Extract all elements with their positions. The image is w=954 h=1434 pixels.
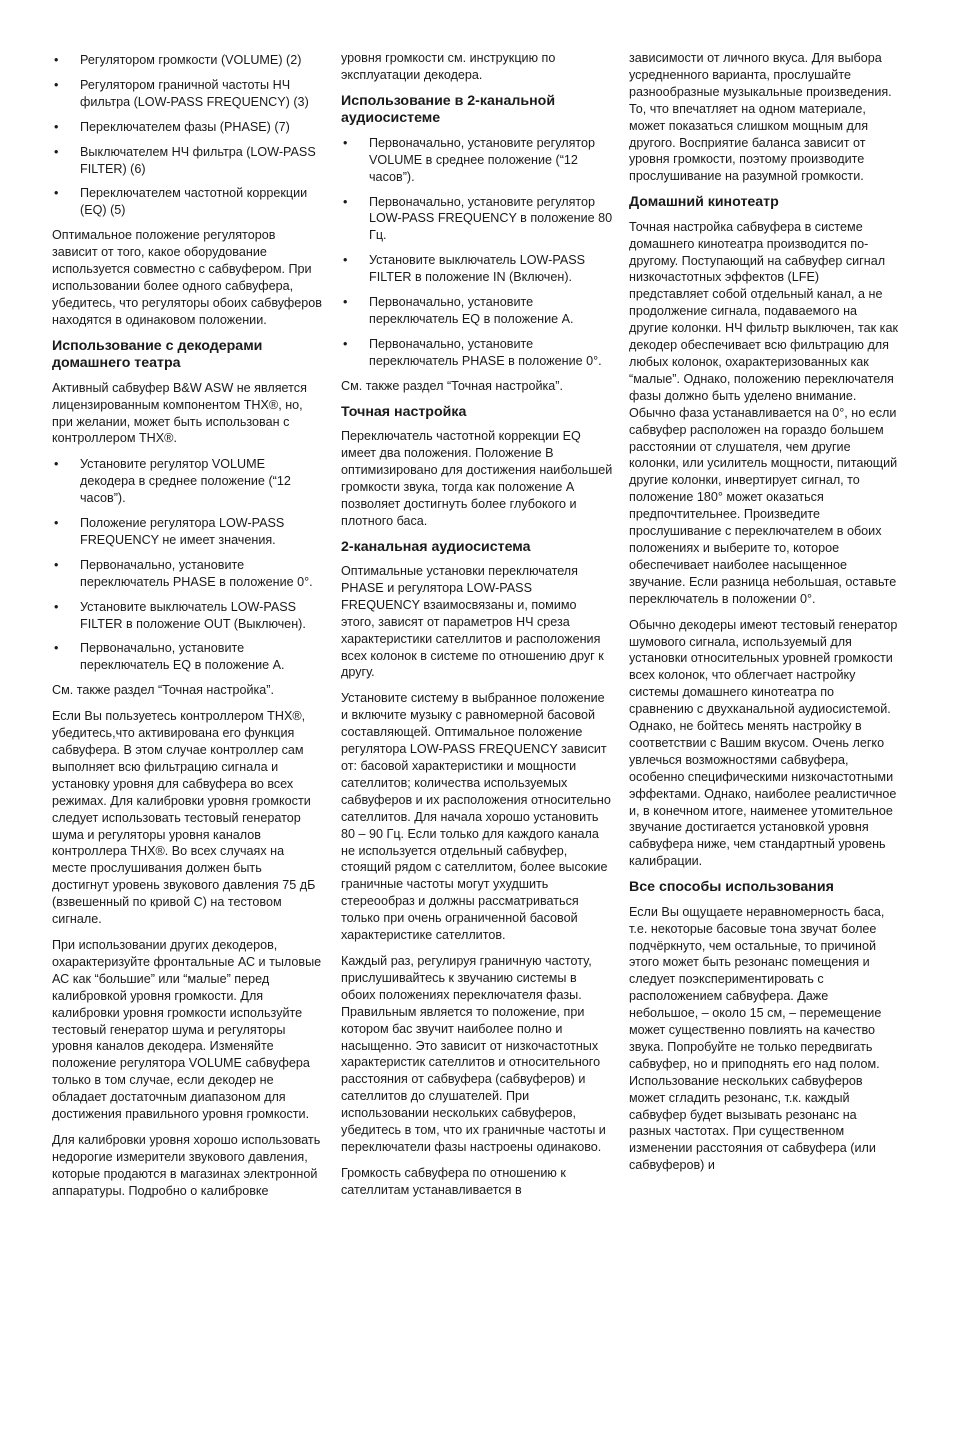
paragraph: См. также раздел “Точная настройка”. bbox=[52, 683, 274, 698]
paragraph: уровня громкости см. инструкцию по эксплуатации декодера. bbox=[341, 51, 556, 82]
list-item: • Положение регулятора LOW-PASS FREQUENCY не имеет значения. bbox=[52, 515, 322, 549]
section-heading-home-theater-decoders: Использование с декодерами домашнего театра bbox=[52, 337, 263, 372]
paragraph: Установите систему в выбранное положение и включите музыку с равномерной басовой составляющей. Оптимальное положение регулятора LOW-PASS FREQUENCY зависит от: басовой характеристики и мощности сателлитов; количества используемых сабвуферов и их расположения относительно сателлитов. Для начала хорошо установить 80 – 90 Гц. Если только для каждого канала не используется отдельный сабвуфер, стоящий рядом с сателлитом, более высокие граничные частоты могут ухудшить стереообраз и должны рассматриваться только при очень ограниченной басовой характеристике сателлитов. bbox=[341, 691, 611, 943]
list-item: • Первоначально, установите переключатель EQ в положение A. bbox=[341, 294, 613, 328]
list-item: • Регулятором граничной частоты НЧ фильтра (LOW-PASS FREQUENCY) (3) bbox=[52, 77, 322, 111]
list-item: • Переключателем частотной коррекции (EQ) (5) bbox=[52, 185, 322, 219]
paragraph: См. также раздел “Точная настройка”. bbox=[341, 378, 563, 393]
list-item: • Первоначально, установите переключатель PHASE в положение 0°. bbox=[341, 336, 613, 370]
list-item: • Переключателем фазы (PHASE) (7) bbox=[52, 119, 322, 136]
controls-list bbox=[52, 52, 322, 219]
section-heading-two-channel-system: 2-канальная аудиосистема bbox=[341, 538, 531, 555]
column-1 bbox=[52, 50, 322, 1209]
paragraph: зависимости от личного вкуса. Для выбора усредненного варианта, прослушайте разнообразные музыкальные произведения. То, что впечатляет на одном материале, может показаться слишком мощным для другого. Восприятие баланса зависит от уровня громкости, поэтому производите прослушивание на разумной громкости. bbox=[629, 51, 892, 184]
paragraph: Каждый раз, регулируя граничную частоту, прислушивайтесь к звучанию системы в обоих положениях переключателя фазы. Правильным является то положение, при котором бас звучит наиболее полно и насыщенно. Это зависит от низкочастотных характеристик сателлитов и относительного расстояния от сабвуфера (сабвуферов) и сателлитов до слушателей. При использовании нескольких сабвуферов, убедитесь в том, что их граничные частоты и переключатели фазы настроены одинаково. bbox=[341, 953, 606, 1154]
paragraph: Переключатель частотной коррекции EQ имеет два положения. Положение B оптимизировано для достижения наибольшей громкости звука, тогда как положение A позволяет достигнуть более глубокого и плотного баса. bbox=[341, 429, 613, 528]
paragraph: Оптимальные установки переключателя PHASE и регулятора LOW-PASS FREQUENCY взаимосвязаны и, помимо этого, зависят от параметров НЧ среза характеристики сателлитов и расположения всех колонок в системе по отношению друг к другу. bbox=[341, 564, 604, 680]
list-item: • Установите регулятор VOLUME декодера в среднее положение (“12 часов”). bbox=[52, 456, 322, 507]
paragraph: Если Вы ощущаете неравномерность баса, т.е. некоторые басовые тона звучат более подчёркнуто, чем остальные, то причиной этого может быть резонанс помещения и следует поэкспериментировать с расположением сабвуфера. Даже небольшое, – около 15 см, – перемещение может существенно повлиять на качество звука. Попробуйте не только передвигать сабвуфер, но и приподнять его над полом. Использование нескольких сабвуферов может сгладить резонанс, т.к. каждый сабвуфер будет вызывать резонанс на разных частотах. При существенном изменении расстояния от сабвуфера (или сабвуферов) и bbox=[629, 904, 885, 1173]
paragraph: Для калибровки уровня хорошо использовать недорогие измерители звукового давления, которые продаются в магазинах электронной аппаратуры. Подробно о калибровке bbox=[52, 1132, 321, 1198]
paragraph: Точная настройка сабвуфера в системе домашнего кинотеатра производится по-другому. Поступающий на сабвуфер сигнал низкочастотных эффектов (LFE) представляет собой отдельный канал, а не продолжение сигнала, подаваемого на другие колонки. НЧ фильтр выключен, так как декодер обеспечивает всю фильтрацию для любых колонок, охарактеризованных как “малые”. Однако, положению переключателя фазы должно быть уделено внимание. Обычно фаза устанавливается на 0°, но если сабвуфер расположен на гораздо большем расстоянии от слушателя, чем другие колонки, или усилитель мощности, питающий другие колонки, инвертирует сигнал, то положение 180° может оказаться предпочтительнее. Произведите прослушивание с переключателем в обоих положениях и выберите то, которое обеспечивает наиболее насыщенное звучание. Если разница небольшая, оставьте переключатель в положении 0°. bbox=[629, 219, 898, 606]
paragraph: При использовании других декодеров, охарактеризуйте фронтальные АС и тыловые АС как “большие” или “малые” перед калибровкой уровня громкости. Для калибровки уровня громкости используйте тестовый генератор шума и регуляторы уровня каналов декодера. Изменяйте положение регулятора VOLUME сабвуфера только в том случае, если декодер не обладает достаточным диапазоном для достижения правильного уровня громкости. bbox=[52, 937, 322, 1122]
paragraph: Громкость сабвуфера по отношению к сателлитам устанавливается в bbox=[341, 1165, 566, 1197]
list-item: • Первоначально, установите регулятор LOW-PASS FREQUENCY в положение 80 Гц. bbox=[341, 194, 613, 245]
paragraph: Активный сабвуфер B&W ASW не является лицензированным компонентом THX®, но, при желании, может быть использован с контроллером THX®. bbox=[52, 380, 307, 446]
list-item: • Регулятором громкости (VOLUME) (2) bbox=[52, 52, 322, 69]
paragraph: Обычно декодеры имеют тестовый генератор шумового сигнала, используемый для установки относительных уровней громкости всех колонок, что облегчает настройку системы домашнего кинотеатра по сравнению с двухканальной аудиосистемой. Однако, не бойтесь менять настройку в соответствии с Вашим вкусом. Очень легко увлечься возможностями сабвуфера, особенно специфическими низкочастотными эффектами. Однако, наиболее реалистичное и, в конечном итоге, наименее утомительное звучание достигается установкой уровня сабвуфера ниже, чем стандартный уровень калибрации. bbox=[629, 617, 898, 869]
list-item: • Установите выключатель LOW-PASS FILTER в положение IN (Включен). bbox=[341, 252, 613, 286]
section-heading-all-uses: Все способы использования bbox=[629, 879, 834, 896]
list-item: • Первоначально, установите переключатель PHASE в положение 0°. bbox=[52, 557, 322, 591]
section-heading-fine-tuning: Точная настройка bbox=[341, 403, 467, 420]
column-2 bbox=[341, 50, 613, 1208]
list-item: • Первоначально, установите регулятор VOLUME в среднее положение (“12 часов”). bbox=[341, 135, 613, 186]
section-heading-two-channel-use: Использование в 2-канальной аудиосистеме bbox=[341, 92, 556, 127]
list-item: • Первоначально, установите переключатель EQ в положение A. bbox=[52, 640, 322, 674]
section-heading-home-cinema: Домашний кинотеатр bbox=[629, 194, 779, 211]
list-item: • Выключателем НЧ фильтра (LOW-PASS FILTER) (6) bbox=[52, 144, 322, 178]
two-channel-setup-list bbox=[341, 135, 613, 370]
decoder-setup-list bbox=[52, 456, 322, 674]
paragraph: Если Вы пользуетесь контроллером THX®, убедитесь,что активирована его функция сабвуфера. В этом случае контроллер сам выполняет всю фильтрацию сигнала и установку уровня для сабвуфера во всех режимах. Для калибровки уровня громкости следует использовать тестовый генератор шума и регуляторы уровня каналов контроллера THX®. Во всех случаях на месте прослушивания должен быть достигнут уровень звукового давления 75 дБ (взвешенный по кривой C) на тестовом сигнале. bbox=[52, 709, 316, 927]
list-item: • Установите выключатель LOW-PASS FILTER в положение OUT (Выключен). bbox=[52, 599, 322, 633]
column-3 bbox=[629, 50, 899, 1183]
paragraph: Оптимальное положение регуляторов зависит от того, какое оборудование используется совместно с сабвуфером. При использовании более одного сабвуфера, убедитесь, что регуляторы обоих сабвуферов находятся в одинаковом положении. bbox=[52, 228, 322, 327]
